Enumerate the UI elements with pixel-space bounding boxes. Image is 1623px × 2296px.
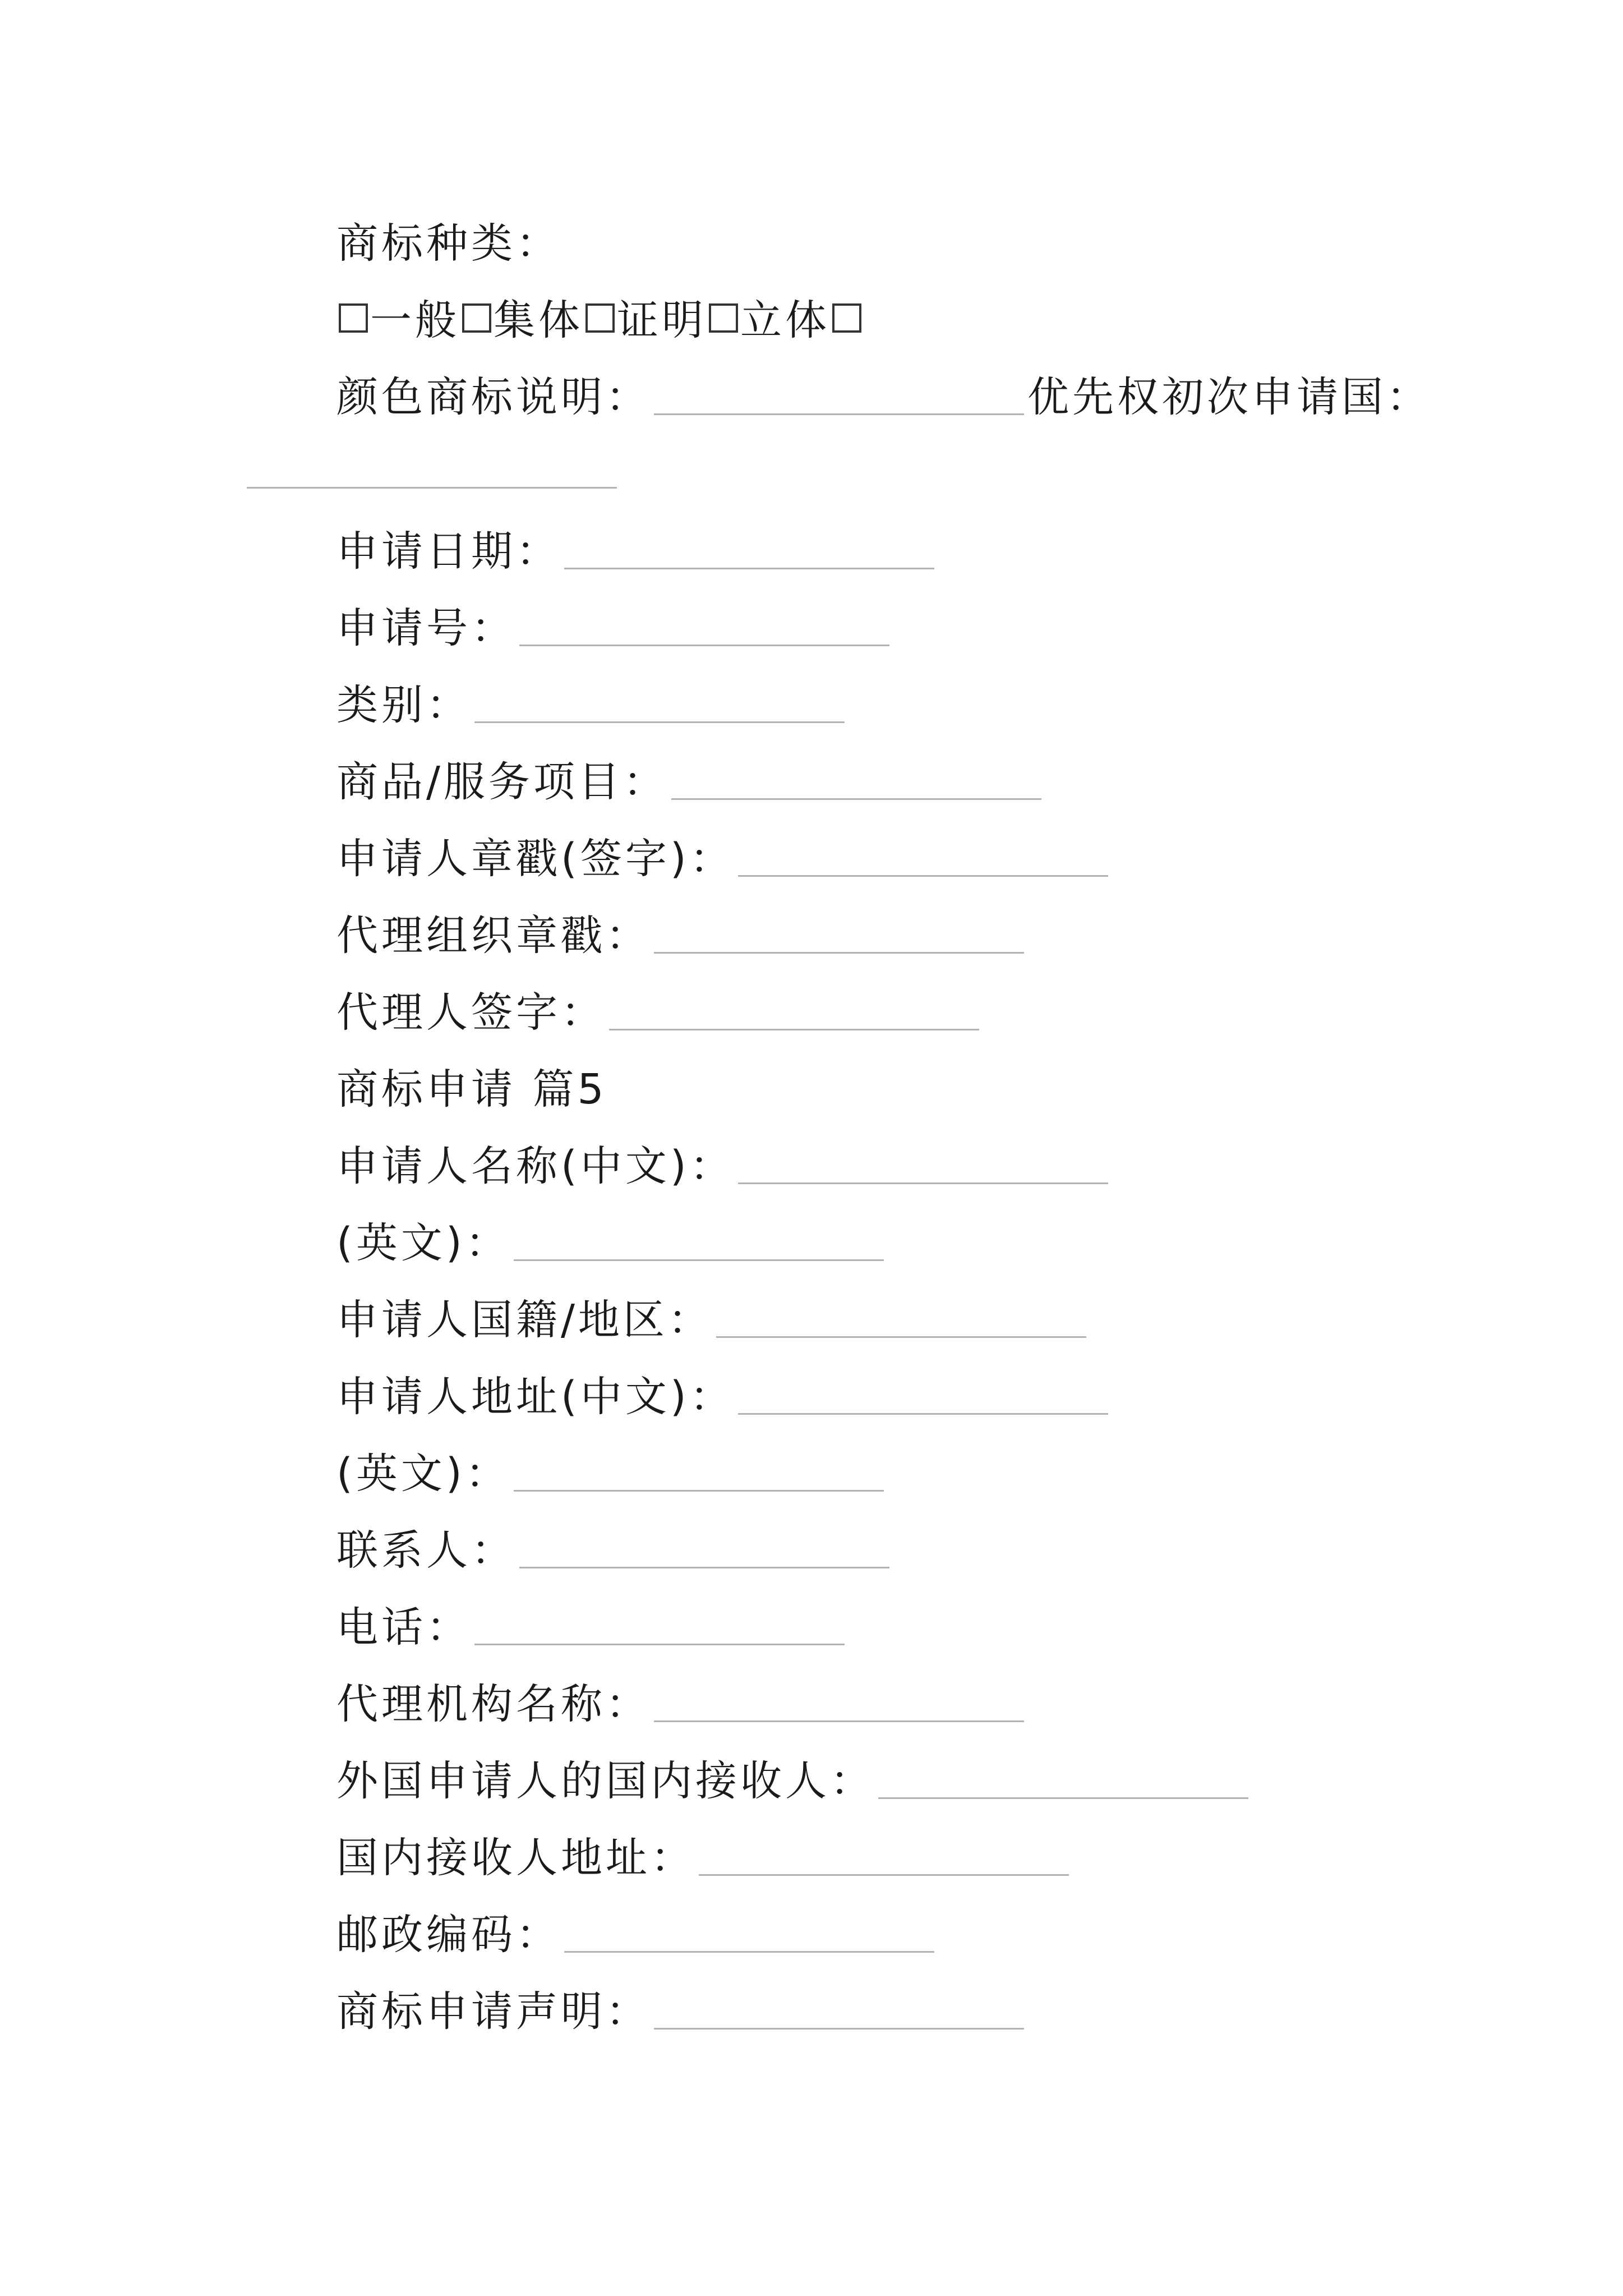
kind-option-3d: 立体: [740, 296, 830, 345]
trademark-kinds-label: 商标种类：: [336, 219, 561, 268]
field-blank[interactable]: [514, 1226, 884, 1261]
field-label: 联系人：: [336, 1526, 516, 1575]
field-blank[interactable]: [738, 1149, 1108, 1184]
kind-option-collective: 集体: [494, 296, 583, 345]
field-label: (英文)：: [336, 1219, 510, 1268]
field-row: [336, 1981, 1024, 2037]
field-row: [336, 1366, 1108, 1423]
field-row: [336, 829, 1108, 885]
field-label: (英文)：: [336, 1450, 510, 1498]
field-blank[interactable]: [474, 688, 845, 723]
field-blank[interactable]: [671, 765, 1041, 800]
field-blank[interactable]: [699, 1841, 1069, 1876]
field-row: [336, 1520, 889, 1576]
kind-checkbox-certification[interactable]: [585, 303, 615, 333]
field-row: [336, 1751, 1248, 1807]
field-blank[interactable]: [716, 1303, 1086, 1338]
field-label: 申请人名称(中文)：: [336, 1142, 735, 1191]
field-blank[interactable]: [654, 918, 1024, 954]
color-description-label: 颜色商标说明：: [336, 373, 651, 422]
field-row: [336, 982, 979, 1038]
priority-country-label: 优先权初次申请国：: [1027, 373, 1431, 422]
field-row: [336, 1136, 1108, 1192]
field-blank[interactable]: [738, 841, 1108, 877]
section-heading: 商标申请 篇5: [336, 1065, 607, 1114]
kind-checkbox-3d[interactable]: [709, 303, 738, 333]
field-blank[interactable]: [654, 1687, 1024, 1722]
field-row: [336, 905, 1024, 961]
field-label: 商标申请声明：: [336, 1987, 651, 2036]
kind-checkbox-general[interactable]: [339, 303, 368, 333]
field-blank[interactable]: [878, 1764, 1248, 1799]
field-blank[interactable]: [474, 1610, 845, 1645]
color-description-blank[interactable]: [654, 380, 1024, 415]
field-label: 国内接收人地址：: [336, 1834, 695, 1883]
field-blank[interactable]: [519, 611, 889, 646]
field-label: 代理人签字：: [336, 988, 606, 1037]
field-blank[interactable]: [609, 995, 979, 1030]
color-description-row: [336, 367, 1431, 423]
field-blank[interactable]: [564, 1917, 934, 1953]
field-blank[interactable]: [738, 1379, 1108, 1415]
field-label: 电话：: [336, 1603, 471, 1652]
field-blank[interactable]: [519, 1533, 889, 1568]
kind-checkbox-collective[interactable]: [462, 303, 491, 333]
field-label: 代理机构名称：: [336, 1680, 651, 1729]
field-label: 外国申请人的国内接收人：: [336, 1757, 875, 1806]
field-blank[interactable]: [514, 1456, 884, 1492]
field-row: [336, 675, 845, 731]
field-row: [336, 521, 934, 577]
kind-option-general: 一般: [370, 296, 460, 345]
kind-option-certification: 证明: [617, 296, 707, 345]
field-blank[interactable]: [654, 1994, 1024, 2030]
field-label: 申请人地址(中文)：: [336, 1373, 735, 1421]
field-label: 邮政编码：: [336, 1911, 561, 1959]
field-label: 类别：: [336, 681, 471, 730]
field-label: 代理组织章戳：: [336, 912, 651, 960]
field-row: [336, 1828, 1069, 1884]
trademark-kinds-options: [336, 290, 864, 346]
field-row: [336, 1597, 845, 1653]
field-row: [336, 752, 1041, 808]
field-row: [336, 1213, 884, 1269]
field-label: 申请号：: [336, 604, 516, 653]
kind-checkbox-trailing[interactable]: [832, 303, 861, 333]
priority-country-blank[interactable]: [247, 487, 617, 489]
field-row: [336, 1904, 934, 1961]
field-row: [336, 1674, 1024, 1730]
field-blank[interactable]: [564, 534, 934, 569]
field-row: [336, 1290, 1086, 1346]
field-label: 申请日期：: [336, 527, 561, 576]
field-row: [336, 1443, 884, 1499]
field-label: 申请人国籍/地区：: [336, 1296, 713, 1345]
field-label: 商品/服务项目：: [336, 758, 668, 807]
field-row: [336, 598, 889, 654]
field-label: 申请人章戳(签字)：: [336, 835, 735, 884]
